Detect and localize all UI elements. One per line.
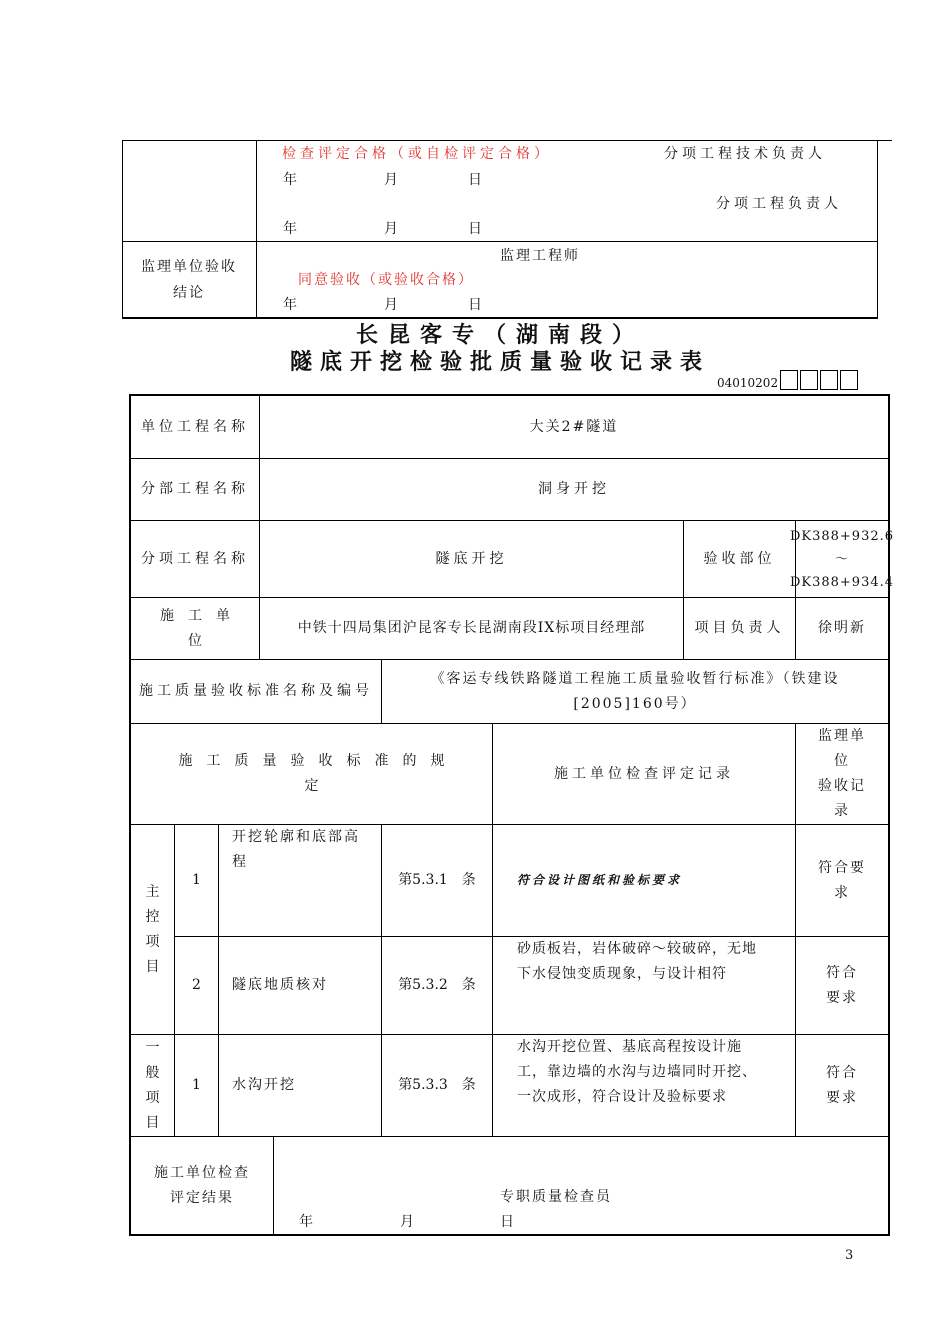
record-header: 施工单位检查评定记录	[554, 765, 734, 782]
subitem-value: 隧底开挖	[435, 550, 508, 567]
check-result-text: 检查评定合格（或自检评定合格）	[282, 146, 552, 162]
division-value: 洞身开挖	[538, 481, 610, 497]
standard-value: 《客运专线铁路隧道工程施工质量验收暂行标准》（铁建设 [2005]160号）	[430, 670, 840, 712]
main-item-1-record: 符合设计图纸和验标要求	[517, 873, 683, 887]
spec-header: 施 工 质 量 验 收 标 准 的 规 定	[178, 753, 445, 794]
project-title: 长昆客专（湖南段）	[355, 322, 644, 348]
unit-project-label: 单位工程名称	[141, 418, 249, 435]
main-items-label: 主 控 项 目	[145, 883, 160, 975]
form-title: 隧底开挖检验批质量验收记录表	[289, 349, 710, 375]
date-day-2: 日	[468, 221, 482, 237]
general-item-1-no: 1	[192, 1077, 201, 1093]
contractor-result-label: 施工单位检查 评定结果	[154, 1164, 250, 1206]
page-number: 3	[845, 1248, 854, 1263]
footer-day: 日	[500, 1214, 514, 1230]
date-year-3: 年	[283, 297, 297, 313]
date-month-2: 月	[384, 221, 398, 237]
division-label: 分部工程名称	[141, 481, 249, 497]
standard-label: 施工质量验收标准名称及编号	[139, 683, 373, 699]
date-day-3: 日	[468, 297, 482, 313]
acceptance-part-value: DK388+932.6 ～ DK388+934.4	[789, 528, 895, 590]
main-item-2-clause: 第5.3.2 条	[398, 977, 476, 993]
acceptance-part-label: 验收部位	[703, 550, 776, 567]
manager-label: 项目负责人	[694, 620, 785, 636]
manager-value: 徐明新	[818, 620, 866, 636]
date-day-1: 日	[468, 172, 482, 188]
general-item-1-clause: 第5.3.3 条	[398, 1077, 476, 1093]
tech-leader-label: 分项工程技术负责人	[664, 146, 826, 162]
main-item-2-name: 隧底地质核对	[232, 977, 328, 993]
date-month-3: 月	[384, 297, 398, 313]
code-box-4	[840, 370, 858, 390]
contractor-label: 施 工 单 位	[160, 607, 230, 649]
unit-project-value: 大关2#隧道	[529, 418, 619, 435]
supervision-label: 监理单位验收 结论	[141, 259, 237, 301]
general-item-1-result: 符合 要求	[826, 1064, 858, 1106]
footer-year: 年	[299, 1214, 313, 1230]
general-item-1-name: 水沟开挖	[232, 1077, 296, 1093]
code-box-1	[780, 370, 798, 390]
contractor-value: 中铁十四局集团沪昆客专长昆湖南段IX标项目经理部	[297, 620, 646, 636]
subitem-label: 分项工程名称	[141, 550, 249, 567]
date-month-1: 月	[384, 172, 398, 188]
date-year-2: 年	[283, 221, 297, 237]
main-item-1-no: 1	[192, 872, 201, 888]
code-box-3	[820, 370, 838, 390]
date-year-1: 年	[283, 172, 297, 188]
main-item-2-record: 砂质板岩，岩体破碎～较破碎，无地 下水侵蚀变质现象，与设计相符	[517, 941, 757, 982]
form-code: 04010202	[717, 370, 858, 390]
main-item-2-no: 2	[192, 977, 201, 993]
main-item-1-result: 符合要 求	[818, 859, 866, 901]
main-item-1-clause: 第5.3.1 条	[398, 872, 476, 888]
main-item-1-name: 开挖轮廓和底部高 程	[232, 829, 360, 870]
engineer-label: 监理工程师	[500, 248, 580, 264]
main-item-2-result: 符合 要求	[826, 964, 858, 1006]
footer-month: 月	[400, 1214, 414, 1230]
accept-text: 同意验收（或验收合格）	[298, 272, 474, 288]
general-items-label: 一 般 项 目	[145, 1039, 160, 1131]
supervision-header: 监理单 位 验收记 录	[818, 728, 866, 819]
general-item-1-record: 水沟开挖位置、基底高程按设计施 工，靠边墙的水沟与边墙同时开挖、 一次成形，符合设计及验标要求	[517, 1039, 757, 1105]
inspector-label: 专职质量检查员	[500, 1189, 612, 1205]
leader-label: 分项工程负责人	[716, 196, 842, 212]
code-box-2	[800, 370, 818, 390]
